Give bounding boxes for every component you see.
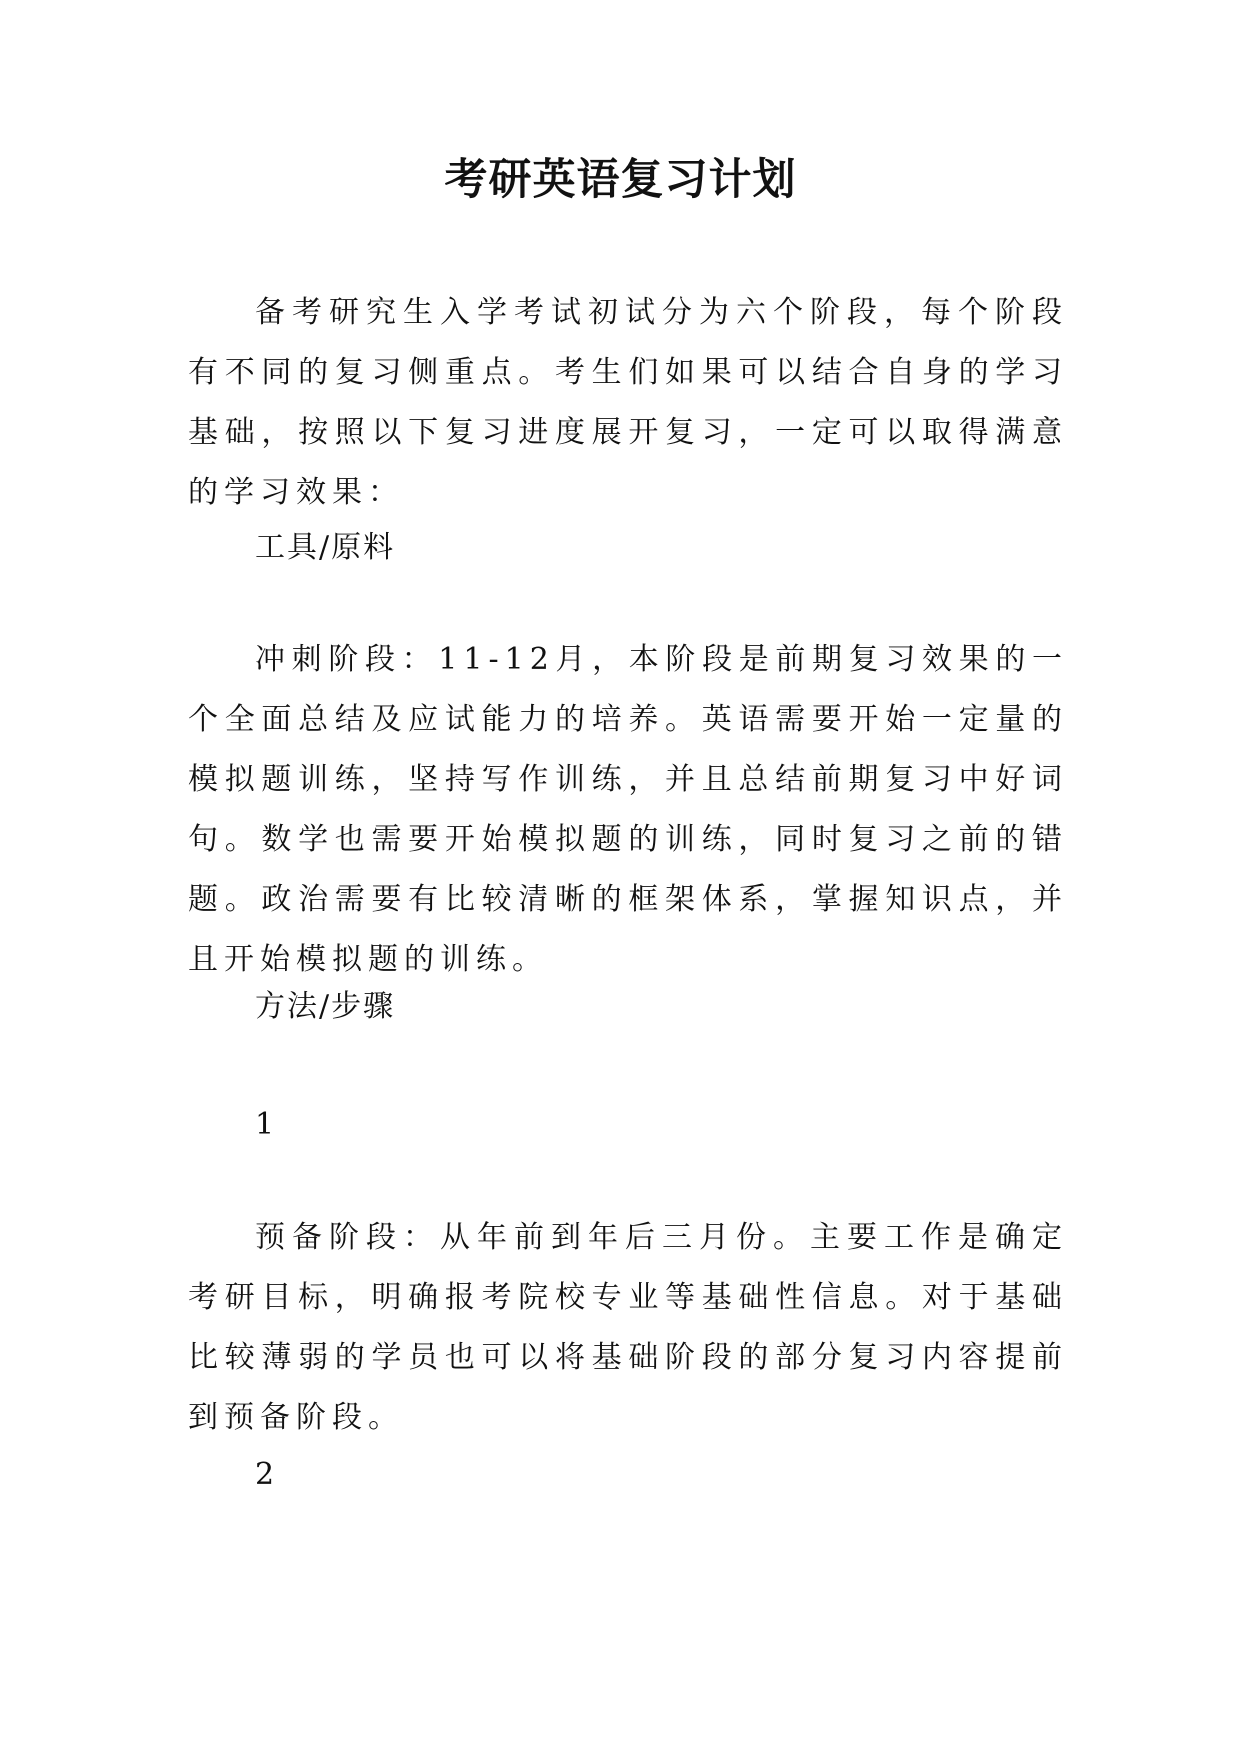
tools-heading: 工具/原料 — [255, 530, 396, 565]
step-1-paragraph: 预备阶段：从年前到年后三月份。主要工作是确定考研目标，明确报考院校专业等基础性信息。对于基础比较薄弱的学员也可以将基础阶段的部分复习内容提前到预备阶段。 — [188, 1220, 1068, 1435]
intro-paragraph: 备考研究生入学考试初试分为六个阶段，每个阶段有不同的复习侧重点。考生们如果可以结合自身的学习基础，按照以下复习进度展开复习，一定可以取得满意的学习效果： — [188, 295, 1068, 510]
sprint-stage-paragraph: 冲刺阶段：11-12月，本阶段是前期复习效果的一个全面总结及应试能力的培养。英语需要开始一定量的模拟题训练，坚持写作训练，并且总结前期复习中好词句。数学也需要开始模拟题的训练，同时复习之前的错题。政治需要有比较清晰的框架体系，掌握知识点，并且开始模拟题的训练。 — [188, 642, 1068, 977]
step-number-1: 1 — [255, 1107, 277, 1142]
step-number-2: 2 — [255, 1457, 277, 1492]
method-heading: 方法/步骤 — [255, 989, 396, 1024]
document-title: 考研英语复习计划 — [444, 155, 797, 205]
